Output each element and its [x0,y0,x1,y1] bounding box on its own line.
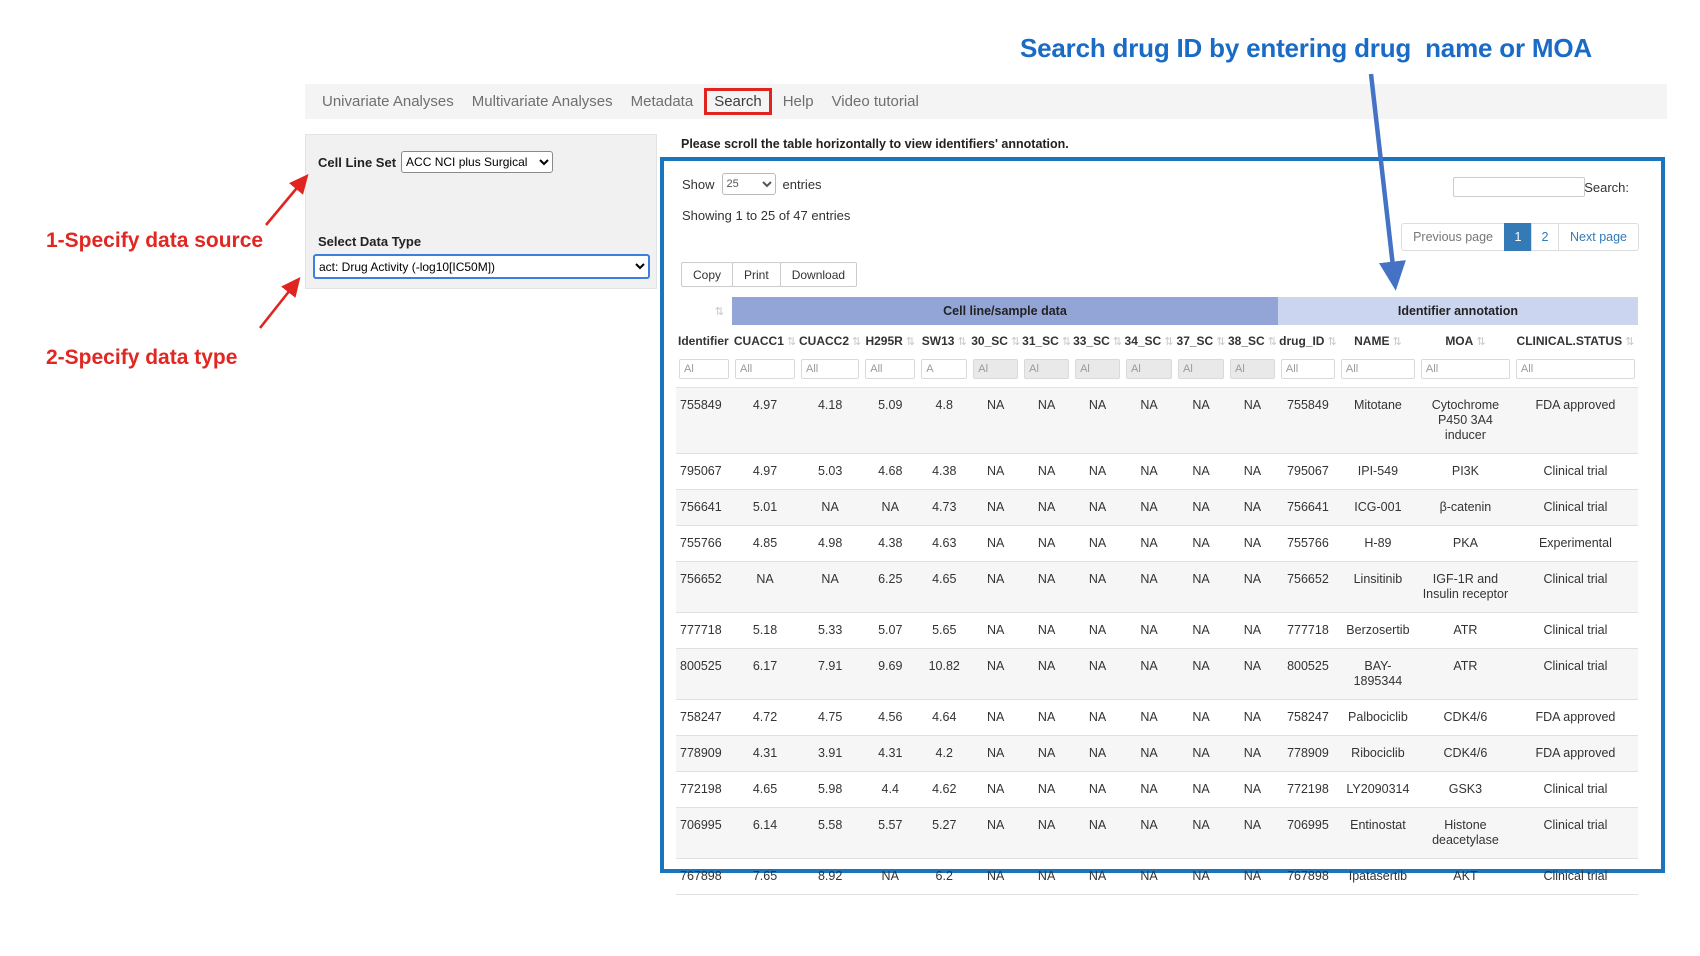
filter-input-clinical-status[interactable] [1516,359,1635,379]
cell-drug-id: 756641 [1287,500,1329,514]
next-page-button[interactable]: Next page [1558,223,1639,251]
cell-37-sc: NA [1192,869,1210,883]
cell-moa: Cytochrome P450 3A4 inducer [1431,398,1500,442]
cell-identifier: 778909 [680,746,722,760]
table-row [676,736,1638,772]
cell-31-sc: NA [1037,746,1056,760]
filter-input-34-sc [1126,359,1172,379]
cell-moa: PI3K [1451,464,1479,478]
sort-icon: ⇅ [1061,336,1072,348]
column-header-sw13[interactable]: SW13 ⇅ [921,334,967,348]
copy-button[interactable]: Copy [681,262,733,287]
cell-identifier: 772198 [680,782,722,796]
cell-30-sc: NA [987,464,1005,478]
cell-identifier: 758247 [680,710,722,724]
column-header-37-sc[interactable]: 37_SC ⇅ [1176,334,1226,348]
filter-input-38-sc [1230,359,1275,379]
cell-h295r: 4.38 [878,536,903,550]
table-row [676,388,1638,454]
sort-icon: ⇅ [1392,336,1402,348]
cell-clinical-status: FDA approved [1535,746,1616,760]
sort-icon: ⇅ [852,336,862,348]
cell-moa: β-catenin [1439,500,1492,514]
cell-identifier: 756652 [680,572,722,586]
cell-drug-id: 767898 [1287,869,1329,883]
cell-cuacc1: 4.65 [752,782,778,796]
column-header-34-sc[interactable]: 34_SC ⇅ [1124,334,1174,348]
cell-37-sc: NA [1192,623,1210,637]
cell-name: Palbociclib [1348,710,1408,724]
cell-clinical-status: Clinical trial [1543,464,1608,478]
results-panel [660,157,1665,883]
nav-item-metadata[interactable]: Metadata [630,93,694,110]
export-buttons [682,262,857,287]
cell-name: ICG-001 [1354,500,1402,514]
red-arrow-step2 [260,280,298,328]
cell-cuacc2: 5.58 [817,818,843,832]
sort-icon: ⇅ [1327,336,1337,348]
table-row [676,490,1638,526]
print-button[interactable]: Print [732,262,781,287]
cell-33-sc: NA [1088,398,1107,412]
cell-h295r: NA [881,500,899,514]
table-row [676,772,1638,808]
cell-clinical-status: FDA approved [1535,710,1616,724]
cell-identifier: 755849 [680,398,722,412]
column-header-name[interactable]: NAME ⇅ [1354,334,1402,348]
nav-item-video-tutorial[interactable]: Video tutorial [831,93,919,110]
cell-cuacc2: 5.33 [817,623,843,637]
previous-page-button[interactable]: Previous page [1401,223,1505,251]
cell-clinical-status: Clinical trial [1543,869,1608,883]
sort-icon: ⇅ [1476,336,1486,348]
cell-31-sc: NA [1037,623,1056,637]
cell-h295r: NA [881,869,899,883]
group-header-identifier-annotation: Identifier annotation [1278,297,1638,325]
cell-clinical-status: Clinical trial [1543,659,1608,673]
annotation-headline: Search drug ID by entering drug name or MOA [1020,33,1592,63]
cell-drug-id: 777718 [1287,623,1329,637]
cell-moa: AKT [1453,869,1478,883]
cell-cuacc1: NA [756,572,774,586]
cell-38-sc: NA [1243,464,1262,478]
filter-input-moa[interactable] [1421,359,1510,379]
cell-sw13: 4.64 [932,710,957,724]
cell-h295r: 9.69 [878,659,903,673]
cell-31-sc: NA [1037,500,1056,514]
cell-sw13: 4.38 [932,464,957,478]
cell-37-sc: NA [1192,500,1210,514]
cell-h295r: 6.25 [878,572,903,586]
cell-cuacc2: 4.75 [817,710,843,724]
cell-h295r: 4.4 [881,782,899,796]
show-label: Show [682,176,715,192]
cell-33-sc: NA [1088,464,1107,478]
cell-sw13: 4.2 [935,746,953,760]
cell-33-sc: NA [1088,623,1107,637]
cell-37-sc: NA [1192,398,1210,412]
cell-moa: CDK4/6 [1443,746,1488,760]
identifier-sort-header[interactable] [676,297,732,325]
cell-cuacc2: 4.98 [817,536,843,550]
sort-icon: ⇅ [905,336,916,348]
cell-drug-id: 756652 [1287,572,1329,586]
cell-30-sc: NA [987,746,1005,760]
cell-38-sc: NA [1243,398,1262,412]
cell-line-set-row [318,151,553,173]
cell-38-sc: NA [1243,782,1262,796]
download-button[interactable]: Download [780,262,857,287]
nav-item-help[interactable]: Help [782,93,814,110]
entries-label: entries [782,176,822,192]
cell-33-sc: NA [1088,500,1107,514]
cell-identifier: 755766 [680,536,722,550]
cell-30-sc: NA [987,782,1005,796]
sort-icon: ⇅ [1625,336,1635,348]
cell-sw13: 5.65 [932,623,957,637]
cell-cuacc1: 4.85 [752,536,778,550]
cell-sw13: 4.73 [932,500,957,514]
cell-drug-id: 755766 [1287,536,1329,550]
cell-sw13: 4.63 [932,536,957,550]
cell-37-sc: NA [1192,746,1210,760]
cell-38-sc: NA [1243,710,1262,724]
cell-cuacc2: NA [821,500,839,514]
cell-moa: PKA [1452,536,1478,550]
cell-37-sc: NA [1192,659,1210,673]
annotation-step1: 1-Specify data source [46,229,264,252]
cell-33-sc: NA [1088,818,1107,832]
cell-clinical-status: Clinical trial [1543,623,1608,637]
cell-cuacc1: 4.72 [752,710,778,724]
cell-37-sc: NA [1192,464,1210,478]
cell-31-sc: NA [1037,818,1056,832]
sort-icon: ⇅ [1216,336,1226,348]
cell-sw13: 5.27 [932,818,957,832]
table-row [676,700,1638,736]
cell-31-sc: NA [1037,710,1056,724]
cell-31-sc: NA [1037,782,1056,796]
cell-sw13: 4.65 [932,572,957,586]
cell-clinical-status: Clinical trial [1543,782,1608,796]
cell-33-sc: NA [1088,536,1107,550]
cell-30-sc: NA [987,500,1005,514]
page-button-2[interactable]: 2 [1531,223,1559,251]
table-row [676,808,1638,859]
cell-38-sc: NA [1243,869,1262,883]
cell-h295r: 5.09 [878,398,903,412]
cell-34-sc: NA [1140,536,1158,550]
search-label: Search: [1584,180,1629,195]
cell-31-sc: NA [1037,398,1056,412]
cell-moa: ATR [1453,659,1478,673]
page-button-1[interactable]: 1 [1504,223,1532,251]
column-header-cuacc1[interactable]: CUACC1 ⇅ [733,334,797,348]
cell-37-sc: NA [1192,818,1210,832]
table-row [676,859,1638,895]
cell-34-sc: NA [1140,398,1158,412]
cell-h295r: 4.56 [878,710,903,724]
cell-38-sc: NA [1243,818,1262,832]
cell-cuacc2: 3.91 [817,746,843,760]
cell-cuacc1: 5.01 [752,500,778,514]
cell-30-sc: NA [987,572,1005,586]
cell-30-sc: NA [987,623,1005,637]
cell-cuacc1: 4.97 [752,464,778,478]
column-header-33-sc[interactable]: 33_SC ⇅ [1073,334,1122,348]
cell-38-sc: NA [1243,659,1262,673]
cell-drug-id: 758247 [1287,710,1329,724]
table-row [676,649,1638,700]
cell-cuacc1: 5.18 [752,623,778,637]
cell-34-sc: NA [1140,659,1158,673]
nav-item-multivariate-analyses[interactable]: Multivariate Analyses [471,93,613,110]
sort-icon: ⇅ [1267,336,1277,348]
cell-name: Linsitinib [1353,572,1403,586]
cell-31-sc: NA [1037,464,1056,478]
cell-33-sc: NA [1088,782,1107,796]
cell-line-set-label: Cell Line Set [318,154,397,170]
cell-moa: Histone deacetylase [1432,818,1499,847]
cell-38-sc: NA [1243,572,1262,586]
cell-cuacc2: NA [821,572,839,586]
cell-name: Ipatasertib [1348,869,1408,883]
cell-identifier: 756641 [680,500,722,514]
sort-icon: ⇅ [957,336,967,348]
cell-drug-id: 778909 [1287,746,1329,760]
column-header-cuacc2[interactable]: CUACC2 ⇅ [799,334,862,348]
column-header-30-sc[interactable]: 30_SC ⇅ [971,334,1021,348]
cell-34-sc: NA [1140,782,1158,796]
cell-cuacc2: 5.03 [817,464,843,478]
filter-input-37-sc [1178,359,1224,379]
cell-identifier: 706995 [680,818,722,832]
cell-name: LY2090314 [1346,782,1410,796]
cell-30-sc: NA [987,659,1005,673]
cell-drug-id: 772198 [1287,782,1329,796]
cell-34-sc: NA [1140,500,1158,514]
cell-30-sc: NA [987,536,1005,550]
table-info-text: Showing 1 to 25 of 47 entries [682,208,851,223]
cell-34-sc: NA [1140,572,1158,586]
filter-input-cuacc1[interactable] [735,359,795,379]
cell-moa: ATR [1453,623,1478,637]
cell-identifier: 795067 [680,464,722,478]
nav-item-search[interactable]: Search [704,88,772,115]
cell-38-sc: NA [1243,623,1262,637]
cell-34-sc: NA [1140,746,1158,760]
table-row [676,613,1638,649]
sort-icon: ⇅ [786,336,797,348]
filter-input-name[interactable] [1341,359,1415,379]
cell-31-sc: NA [1037,536,1056,550]
filter-input-31-sc [1024,359,1069,379]
cell-h295r: 4.31 [878,746,903,760]
cell-moa: GSK3 [1448,782,1483,796]
cell-drug-id: 800525 [1287,659,1329,673]
column-header-h295r[interactable]: H295R ⇅ [865,334,916,348]
cell-clinical-status: FDA approved [1535,398,1616,412]
cell-34-sc: NA [1140,623,1158,637]
column-header-31-sc[interactable]: 31_SC ⇅ [1022,334,1072,348]
cell-name: H-89 [1364,536,1392,550]
sort-icon: ⇅ [1164,336,1174,348]
cell-cuacc1: 4.31 [752,746,778,760]
cell-drug-id: 755849 [1287,398,1329,412]
cell-33-sc: NA [1088,746,1107,760]
cell-cuacc1: 6.14 [752,818,778,832]
cell-drug-id: 795067 [1287,464,1329,478]
length-control [682,173,822,195]
cell-34-sc: NA [1140,869,1158,883]
cell-sw13: 6.2 [935,869,953,883]
cell-identifier: 800525 [680,659,722,673]
cell-clinical-status: Clinical trial [1543,818,1608,832]
cell-h295r: 5.57 [878,818,903,832]
filter-input-h295r[interactable] [865,359,915,379]
cell-34-sc: NA [1140,710,1158,724]
cell-sw13: 4.62 [932,782,957,796]
table-row [676,562,1638,613]
cell-31-sc: NA [1037,572,1056,586]
cell-sw13: 10.82 [928,659,960,673]
cell-33-sc: NA [1088,659,1107,673]
cell-cuacc2: 4.18 [817,398,843,412]
cell-cuacc2: 8.92 [817,869,843,883]
cell-cuacc1: 6.17 [752,659,778,673]
cell-30-sc: NA [987,869,1005,883]
annotation-step2: 2-Specify data type [46,346,238,369]
group-header-cell-line-sample-data: Cell line/sample data [732,297,1278,325]
cell-clinical-status: Clinical trial [1543,500,1608,514]
table-row [676,526,1638,562]
search-input[interactable] [1453,177,1585,197]
cell-30-sc: NA [987,398,1005,412]
column-header-moa[interactable]: MOA ⇅ [1445,334,1486,348]
cell-identifier: 777718 [680,623,722,637]
sort-icon: ⇅ [1010,336,1021,348]
column-header-38-sc[interactable]: 38_SC ⇅ [1228,334,1277,348]
cell-moa: CDK4/6 [1443,710,1488,724]
column-header-clinical-status[interactable]: CLINICAL.STATUS ⇅ [1516,334,1635,348]
navbar [305,84,1667,119]
sort-icon: ⇅ [1112,336,1122,348]
cell-33-sc: NA [1088,572,1107,586]
cell-37-sc: NA [1192,536,1210,550]
cell-name: IPI-549 [1357,464,1399,478]
sort-icon: ⇅ [714,306,724,318]
column-header-drug-id[interactable]: drug_ID ⇅ [1279,334,1337,348]
table-row [676,454,1638,490]
cell-38-sc: NA [1243,536,1262,550]
cell-30-sc: NA [987,710,1005,724]
cell-line-set-select[interactable] [401,151,553,173]
page-length-select[interactable] [722,173,776,195]
cell-cuacc1: 4.97 [752,398,778,412]
scroll-note: Please scroll the table horizontally to view identifiers' annotation. [681,137,1069,151]
cell-37-sc: NA [1192,710,1210,724]
data-type-label: Select Data Type [318,234,422,249]
cell-drug-id: 706995 [1287,818,1329,832]
cell-name: Ribociclib [1351,746,1405,760]
controls-panel [305,134,657,289]
pagination [1402,223,1639,251]
results-table [676,297,1638,895]
cell-34-sc: NA [1140,464,1158,478]
cell-37-sc: NA [1192,572,1210,586]
cell-33-sc: NA [1088,869,1107,883]
red-arrow-step1 [266,177,306,225]
cell-38-sc: NA [1243,746,1262,760]
cell-moa: IGF-1R and Insulin receptor [1422,572,1509,601]
cell-h295r: 5.07 [878,623,903,637]
cell-31-sc: NA [1037,659,1056,673]
cell-34-sc: NA [1140,818,1158,832]
data-type-select[interactable] [313,254,650,279]
cell-31-sc: NA [1037,869,1056,883]
cell-cuacc2: 7.91 [817,659,843,673]
cell-38-sc: NA [1243,500,1262,514]
cell-30-sc: NA [987,818,1005,832]
cell-sw13: 4.8 [935,398,953,412]
cell-identifier: 767898 [680,869,722,883]
cell-name: Berzosertib [1346,623,1410,637]
cell-37-sc: NA [1192,782,1210,796]
filter-input-sw13[interactable] [921,359,967,379]
filter-input-identifier[interactable] [679,359,729,379]
cell-33-sc: NA [1088,710,1107,724]
filter-input-drug-id[interactable] [1281,359,1335,379]
cell-clinical-status: Experimental [1538,536,1612,550]
cell-cuacc1: 7.65 [752,869,778,883]
cell-name: Mitotane [1353,398,1402,412]
filter-input-cuacc2[interactable] [801,359,859,379]
cell-clinical-status: Clinical trial [1543,572,1608,586]
nav-item-univariate-analyses[interactable]: Univariate Analyses [322,93,454,110]
cell-h295r: 4.68 [878,464,903,478]
column-header-identifier[interactable]: Identifier [678,334,729,348]
cell-name: BAY-1895344 [1353,659,1403,688]
filter-input-33-sc [1075,359,1120,379]
cell-cuacc2: 5.98 [817,782,843,796]
cell-name: Entinostat [1350,818,1406,832]
filter-input-30-sc [973,359,1018,379]
